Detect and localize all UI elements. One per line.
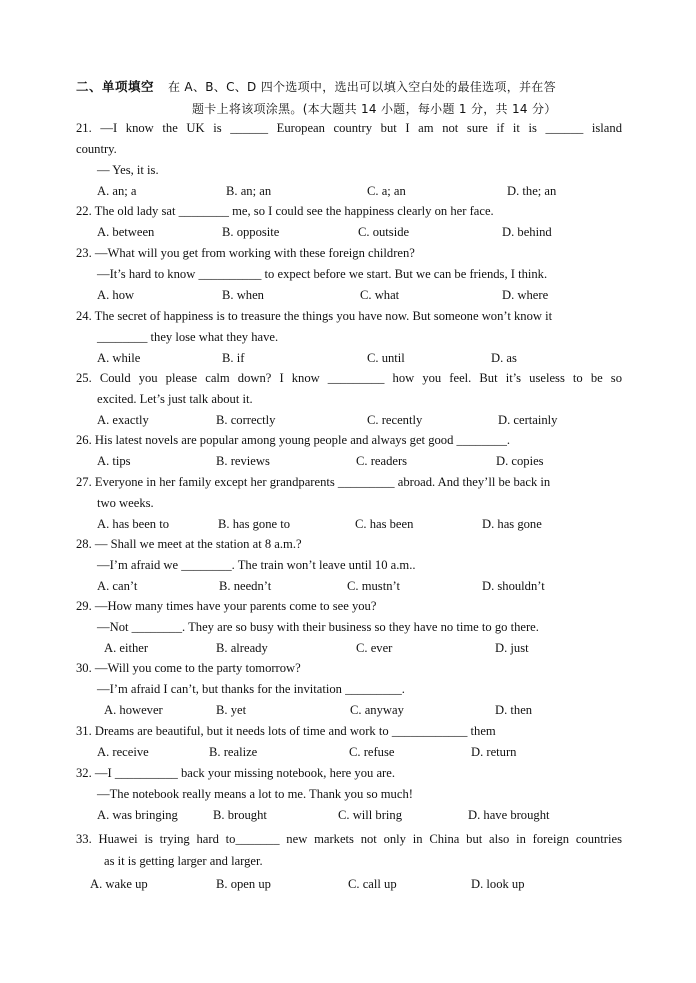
option-b[interactable]: B. an; an — [226, 184, 272, 198]
question-answer-line: —The notebook really means a lot to me. Thank you so much! — [97, 787, 413, 801]
question-stem: 28. — Shall we meet at the station at 8 a.m.? — [76, 537, 302, 551]
option-d[interactable]: D. as — [491, 351, 517, 365]
option-d[interactable]: D. have brought — [468, 808, 550, 822]
option-b[interactable]: B. has gone to — [218, 517, 291, 531]
option-d[interactable]: D. just — [495, 641, 529, 655]
option-row — [76, 514, 622, 535]
option-d[interactable]: D. the; an — [507, 184, 557, 198]
question-answer-line: — Yes, it is. — [97, 163, 159, 177]
option-b[interactable]: B. already — [216, 641, 268, 655]
option-row — [76, 742, 622, 763]
option-d[interactable]: D. return — [471, 745, 517, 759]
section-instruction-line1: 在 A、B、C、D 四个选项中，选出可以填入空白处的最佳选项，并在答 — [168, 80, 556, 94]
question-26 — [76, 430, 622, 472]
option-d[interactable]: D. shouldn’t — [482, 579, 545, 593]
option-a[interactable]: A. has been to — [97, 517, 170, 531]
option-row — [76, 410, 622, 431]
option-a[interactable]: A. can’t — [97, 579, 138, 593]
question-stem: 25. Could you please calm down? I know _________ how you feel. But it’s useless to be so — [76, 371, 622, 385]
option-b[interactable]: B. brought — [213, 808, 267, 822]
question-32 — [76, 763, 622, 826]
question-30 — [76, 658, 622, 721]
question-stem: 30. —Will you come to the party tomorrow? — [76, 661, 301, 675]
option-row — [76, 222, 622, 243]
option-a[interactable]: A. however — [104, 703, 163, 717]
option-c[interactable]: C. refuse — [349, 745, 395, 759]
option-a[interactable]: A. was bringing — [97, 808, 178, 822]
question-31 — [76, 721, 622, 763]
question-23 — [76, 243, 622, 306]
option-c[interactable]: C. has been — [355, 517, 414, 531]
option-d[interactable]: D. where — [502, 288, 549, 302]
question-stem: 26. His latest novels are popular among young people and always get good ________. — [76, 433, 511, 447]
option-a[interactable]: A. an; a — [97, 184, 137, 198]
option-b[interactable]: B. reviews — [216, 454, 270, 468]
question-stem: 27. Everyone in her family except her grandparents _________ abroad. And they’ll be back in — [76, 475, 551, 489]
option-b[interactable]: B. if — [222, 351, 245, 365]
question-answer-line: —I’m afraid we ________. The train won’t leave until 10 a.m.. — [97, 558, 416, 572]
option-c[interactable]: C. outside — [358, 225, 410, 239]
option-row — [76, 285, 622, 306]
option-c[interactable]: C. ever — [356, 641, 393, 655]
question-stem-cont: country. — [76, 142, 117, 156]
option-b[interactable]: B. realize — [209, 745, 258, 759]
question-25 — [76, 368, 622, 431]
option-b[interactable]: B. when — [222, 288, 264, 302]
option-d[interactable]: D. look up — [471, 877, 525, 891]
section-title: 二、单项填空 — [76, 79, 155, 94]
option-c[interactable]: C. call up — [348, 877, 397, 891]
option-row — [76, 348, 622, 369]
option-row — [76, 638, 622, 659]
option-d[interactable]: D. behind — [502, 225, 552, 239]
option-d[interactable]: D. has gone — [482, 517, 542, 531]
question-stem: 29. —How many times have your parents come to see you? — [76, 599, 377, 613]
question-stem-cont: ________ they lose what they have. — [97, 330, 279, 344]
question-answer-line: —Not ________. They are so busy with their business so they have no time to go there. — [97, 620, 539, 634]
question-29 — [76, 596, 622, 659]
question-21 — [76, 118, 622, 202]
option-c[interactable]: C. what — [360, 288, 400, 302]
section-header — [76, 76, 624, 116]
option-a[interactable]: A. exactly — [97, 413, 149, 427]
question-33 — [76, 828, 622, 896]
question-answer-line: —It’s hard to know __________ to expect before we start. But we can be friends, I think. — [97, 267, 548, 281]
option-c[interactable]: C. until — [367, 351, 405, 365]
question-stem: 22. The old lady sat ________ me, so I could see the happiness clearly on her face. — [76, 204, 494, 218]
question-stem-cont: excited. Let’s just talk about it. — [97, 392, 253, 406]
option-b[interactable]: B. needn’t — [219, 579, 272, 593]
option-a[interactable]: A. between — [97, 225, 155, 239]
option-c[interactable]: C. mustn’t — [347, 579, 400, 593]
question-stem: 31. Dreams are beautiful, but it needs lots of time and work to ____________ them — [76, 724, 496, 738]
option-c[interactable]: C. readers — [356, 454, 408, 468]
question-stem-cont: two weeks. — [97, 496, 154, 510]
option-a[interactable]: A. how — [97, 288, 135, 302]
option-b[interactable]: B. open up — [216, 877, 271, 891]
option-d[interactable]: D. then — [495, 703, 533, 717]
question-stem: 24. The secret of happiness is to treasure the things you have now. But someone won’t know it — [76, 309, 553, 323]
option-c[interactable]: C. will bring — [338, 808, 403, 822]
option-c[interactable]: C. a; an — [367, 184, 406, 198]
question-28 — [76, 534, 622, 597]
option-d[interactable]: D. copies — [496, 454, 544, 468]
question-24 — [76, 306, 622, 369]
question-27 — [76, 472, 622, 535]
option-a[interactable]: A. either — [104, 641, 149, 655]
option-a[interactable]: A. receive — [97, 745, 149, 759]
question-stem: 32. —I __________ back your missing notebook, here you are. — [76, 766, 395, 780]
option-b[interactable]: B. opposite — [222, 225, 280, 239]
option-b[interactable]: B. yet — [216, 703, 247, 717]
option-a[interactable]: A. wake up — [90, 877, 148, 891]
question-stem: 33. Huawei is trying hard to_______ new markets not only in China but also in foreign countries — [76, 832, 622, 846]
option-c[interactable]: C. recently — [367, 413, 423, 427]
option-row — [76, 700, 622, 721]
question-stem: 21. —I know the UK is ______ European country but I am not sure if it is ______ island — [76, 121, 622, 135]
option-a[interactable]: A. while — [97, 351, 141, 365]
option-d[interactable]: D. certainly — [498, 413, 558, 427]
question-stem: 23. —What will you get from working with these foreign children? — [76, 246, 415, 260]
option-a[interactable]: A. tips — [97, 454, 131, 468]
question-22 — [76, 201, 622, 243]
option-c[interactable]: C. anyway — [350, 703, 404, 717]
option-row — [76, 576, 622, 597]
section-instruction-line2: 题卡上将该项涂黑。(本大题共 14 小题，每小题 1 分，共 14 分） — [192, 102, 557, 116]
option-row — [76, 872, 622, 896]
option-b[interactable]: B. correctly — [216, 413, 276, 427]
option-row — [76, 181, 622, 202]
question-answer-line: —I’m afraid I can’t, but thanks for the invitation _________. — [97, 682, 405, 696]
option-row — [76, 451, 622, 472]
option-row — [76, 805, 622, 826]
question-stem-cont: as it is getting larger and larger. — [104, 854, 263, 868]
